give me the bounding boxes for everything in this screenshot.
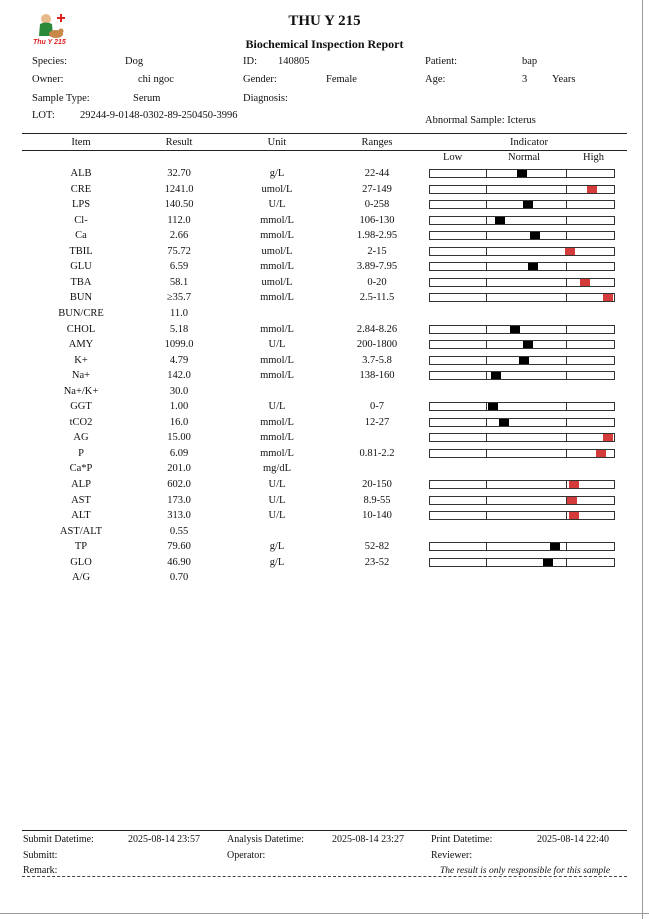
item-cell: ALP [71, 479, 91, 490]
indicator-marker-normal [510, 326, 520, 333]
table-row [0, 524, 649, 539]
indicator-bar [429, 542, 615, 551]
indicator-divider [486, 170, 487, 177]
indicator-divider [486, 232, 487, 239]
result-cell: 602.0 [167, 479, 191, 490]
table-row [0, 322, 649, 337]
indicator-marker-high [603, 294, 613, 301]
indicator-bar [429, 247, 615, 256]
item-cell: K+ [74, 354, 88, 366]
result-cell: 15.00 [167, 432, 191, 444]
range-cell: 10-140 [362, 510, 392, 522]
item-cell: CHOL [66, 323, 96, 335]
indicator-marker-normal [488, 403, 498, 410]
range-cell: 106-130 [359, 214, 395, 226]
indicator-bar [429, 293, 615, 302]
indicator-bar [429, 356, 615, 365]
range-cell: 200-1800 [356, 339, 398, 351]
indicator-divider [566, 434, 567, 441]
submit-datetime: 2025-08-14 23:57 [128, 834, 200, 845]
result-cell: 5.18 [169, 323, 189, 335]
indicator-marker-normal [530, 232, 540, 239]
page-bottom-edge [0, 913, 649, 914]
item-cell: AST/ALT [59, 525, 103, 537]
patient-label: Patient: [425, 56, 458, 67]
unit-cell: U/L [268, 510, 286, 522]
indicator-marker-high [567, 497, 577, 504]
result-cell: 201.0 [167, 463, 191, 475]
indicator-marker-high [569, 512, 579, 519]
indicator-marker-normal [550, 543, 560, 550]
indicator-bar [429, 371, 615, 380]
indicator-divider [566, 232, 567, 239]
indicator-bar [429, 200, 615, 209]
indicator-divider [566, 372, 567, 379]
table-row [0, 306, 649, 321]
table-row [0, 446, 649, 461]
id-value: 140805 [278, 56, 310, 67]
indicator-divider [566, 326, 567, 333]
unit-cell: U/L [268, 339, 286, 351]
age-value: 3 [522, 74, 528, 85]
result-cell: 75.72 [167, 245, 191, 257]
indicator-bar [429, 185, 615, 194]
result-cell: 16.0 [169, 416, 189, 428]
unit-cell: U/L [268, 494, 286, 506]
table-row [0, 337, 649, 352]
range-cell: 3.7-5.8 [362, 354, 392, 366]
item-cell: TP [74, 541, 88, 553]
result-cell: 30.0 [169, 385, 189, 397]
patient-value: bap [522, 56, 538, 67]
indicator-divider [486, 434, 487, 441]
unit-cell: umol/L [261, 183, 293, 195]
table-row [0, 182, 649, 197]
indicator-divider [566, 481, 567, 488]
indicator-divider [566, 294, 567, 301]
indicator-divider [566, 419, 567, 426]
range-cell: 2.5-11.5 [359, 292, 395, 304]
item-cell: ALB [70, 168, 92, 179]
age-label: Age: [425, 74, 446, 85]
indicator-marker-high [596, 450, 606, 457]
indicator-bar [429, 402, 615, 411]
item-cell: P [78, 447, 84, 459]
range-cell: 0-7 [370, 401, 384, 413]
responsibility-note: The result is only responsible for this sample [440, 866, 611, 876]
indicator-marker-normal [543, 559, 553, 566]
table-row [0, 539, 649, 554]
unit-cell: g/L [269, 168, 285, 179]
sample-type-label: Sample Type: [32, 93, 90, 104]
result-cell: 112.0 [167, 214, 191, 226]
logo-text: Thu Y 215 [33, 39, 66, 46]
indicator-divider [566, 279, 567, 286]
indicator-divider [566, 543, 567, 550]
indicator-divider [486, 217, 487, 224]
unit-cell: mmol/L [260, 292, 294, 304]
range-cell: 1.98-2.95 [356, 230, 398, 242]
indicator-high: High [583, 152, 604, 163]
unit-cell: U/L [268, 401, 286, 413]
unit-cell: mmol/L [260, 261, 294, 273]
range-cell: 52-82 [364, 541, 390, 553]
col-result: Result [165, 137, 193, 148]
indicator-divider [566, 263, 567, 270]
unit-cell: mmol/L [260, 323, 294, 335]
range-cell: 23-52 [364, 556, 390, 568]
indicator-marker-normal [499, 419, 509, 426]
footer-rule [22, 830, 627, 831]
result-cell: 6.09 [169, 447, 189, 459]
indicator-bar [429, 169, 615, 178]
unit-cell: mmol/L [260, 214, 294, 226]
indicator-divider [486, 186, 487, 193]
item-cell: TBA [70, 276, 92, 288]
range-cell: 3.89-7.95 [356, 261, 398, 273]
age-unit: Years [552, 74, 576, 85]
range-cell: 22-44 [364, 168, 390, 179]
indicator-bar [429, 216, 615, 225]
indicator-bar [429, 480, 615, 489]
unit-cell: U/L [268, 199, 286, 211]
indicator-divider [566, 186, 567, 193]
indicator-divider [486, 450, 487, 457]
result-cell: 79.60 [167, 541, 191, 553]
table-row [0, 493, 649, 508]
id-label: ID: [243, 56, 257, 67]
result-cell: ≥35.7 [166, 292, 192, 304]
indicator-bar [429, 418, 615, 427]
table-row [0, 259, 649, 274]
range-cell: 20-150 [362, 479, 392, 490]
reviewer-label: Reviewer: [431, 850, 473, 861]
table-row [0, 244, 649, 259]
owner-label: Owner: [32, 74, 64, 85]
indicator-marker-normal [523, 341, 533, 348]
item-cell: AG [73, 432, 89, 444]
indicator-marker-normal [523, 201, 533, 208]
indicator-bar [429, 433, 615, 442]
indicator-bar [429, 449, 615, 458]
indicator-divider [486, 357, 487, 364]
indicator-divider [486, 294, 487, 301]
unit-cell: umol/L [261, 245, 293, 257]
col-unit: Unit [267, 137, 287, 148]
indicator-bar [429, 278, 615, 287]
indicator-low: Low [443, 152, 463, 163]
analysis-datetime: 2025-08-14 23:27 [332, 834, 404, 845]
indicator-divider [486, 512, 487, 519]
indicator-divider [486, 341, 487, 348]
indicator-divider [566, 512, 567, 519]
footer-dashed-rule [22, 876, 627, 877]
range-cell: 0.81-2.2 [359, 447, 395, 459]
item-cell: Cl- [74, 214, 88, 226]
result-cell: 2.66 [169, 230, 189, 242]
item-cell: ALT [71, 510, 91, 522]
indicator-divider [486, 543, 487, 550]
lot-value: 29244-9-0148-0302-89-250450-3996 [80, 110, 238, 121]
unit-cell: g/L [269, 541, 285, 553]
indicator-divider [566, 559, 567, 566]
indicator-marker-high [569, 481, 579, 488]
table-row [0, 461, 649, 476]
indicator-marker-normal [517, 170, 527, 177]
table-top-rule [22, 133, 627, 134]
item-cell: Na+/K+ [63, 385, 99, 397]
indicator-bar [429, 511, 615, 520]
submit-label: Submit Datetime: [23, 834, 94, 845]
table-row [0, 430, 649, 445]
indicator-marker-normal [495, 217, 505, 224]
range-cell: 2-15 [367, 245, 387, 257]
result-cell: 1.00 [169, 401, 189, 413]
table-row [0, 415, 649, 430]
item-cell: A/G [71, 572, 91, 584]
indicator-divider [486, 497, 487, 504]
abnormal-sample: Abnormal Sample: Icterus [425, 115, 536, 126]
indicator-divider [486, 481, 487, 488]
indicator-bar [429, 231, 615, 240]
item-cell: BUN [69, 292, 93, 304]
print-label: Print Datetime: [431, 834, 493, 845]
indicator-divider [486, 248, 487, 255]
table-row [0, 384, 649, 399]
indicator-divider [486, 372, 487, 379]
table-row [0, 228, 649, 243]
result-cell: 32.70 [167, 168, 191, 179]
item-cell: AMY [68, 339, 94, 351]
table-row [0, 166, 649, 181]
item-cell: CRE [70, 183, 92, 195]
table-row [0, 570, 649, 585]
indicator-marker-normal [491, 372, 501, 379]
table-row [0, 197, 649, 212]
result-cell: 173.0 [167, 494, 191, 506]
result-cell: 0.70 [169, 572, 189, 584]
item-cell: BUN/CRE [58, 307, 104, 319]
indicator-marker-high [603, 434, 613, 441]
indicator-bar [429, 340, 615, 349]
item-cell: Na+ [71, 370, 91, 382]
page-right-edge [642, 0, 643, 919]
indicator-bar [429, 496, 615, 505]
indicator-divider [486, 559, 487, 566]
result-cell: 140.50 [164, 199, 194, 211]
item-cell: GLO [70, 556, 92, 568]
item-cell: Ca*P [69, 463, 93, 475]
table-row [0, 213, 649, 228]
result-cell: 46.90 [167, 556, 191, 568]
indicator-marker-normal [528, 263, 538, 270]
sample-type-value: Serum [133, 93, 161, 104]
submitt-label: Submitt: [23, 850, 58, 861]
item-cell: LPS [71, 199, 91, 211]
unit-cell: U/L [268, 479, 286, 490]
print-datetime: 2025-08-14 22:40 [537, 834, 609, 845]
item-cell: tCO2 [69, 416, 93, 428]
result-cell: 1241.0 [164, 183, 194, 195]
item-cell: AST [71, 494, 91, 506]
indicator-marker-normal [519, 357, 529, 364]
unit-cell: mmol/L [260, 447, 294, 459]
item-cell: Ca [75, 230, 87, 242]
unit-cell: mg/dL [263, 463, 291, 475]
indicator-marker-high [580, 279, 590, 286]
result-cell: 6.59 [169, 261, 189, 273]
result-cell: 4.79 [169, 354, 189, 366]
unit-cell: g/L [269, 556, 285, 568]
diagnosis-label: Diagnosis: [243, 93, 288, 104]
indicator-divider [566, 403, 567, 410]
item-cell: TBIL [69, 245, 93, 257]
unit-cell: mmol/L [260, 354, 294, 366]
indicator-divider [486, 419, 487, 426]
species-value: Dog [125, 56, 144, 67]
indicator-divider [486, 263, 487, 270]
col-item: Item [71, 137, 91, 148]
unit-cell: mmol/L [260, 432, 294, 444]
indicator-bar [429, 558, 615, 567]
range-cell: 138-160 [359, 370, 395, 382]
analysis-label: Analysis Datetime: [227, 834, 304, 845]
gender-value: Female [326, 74, 357, 85]
table-row [0, 290, 649, 305]
operator-label: Operator: [227, 850, 266, 861]
remark-label: Remark: [23, 865, 58, 876]
indicator-divider [566, 170, 567, 177]
gender-label: Gender: [243, 74, 277, 85]
indicator-divider [566, 217, 567, 224]
indicator-normal: Normal [508, 152, 541, 163]
indicator-divider [566, 341, 567, 348]
report-subtitle: Biochemical Inspection Report [245, 37, 404, 51]
col-ranges: Ranges [361, 137, 393, 148]
result-cell: 58.1 [169, 276, 189, 288]
result-cell: 1099.0 [164, 339, 194, 351]
table-row [0, 555, 649, 570]
unit-cell: mmol/L [260, 370, 294, 382]
indicator-divider [566, 450, 567, 457]
report-title: THU Y 215 [288, 13, 361, 29]
unit-cell: umol/L [261, 276, 293, 288]
indicator-bar [429, 262, 615, 271]
table-row [0, 368, 649, 383]
range-cell: 0-20 [367, 276, 387, 288]
species-label: Species: [32, 56, 67, 67]
indicator-divider [566, 201, 567, 208]
table-row [0, 508, 649, 523]
unit-cell: mmol/L [260, 230, 294, 242]
unit-cell: mmol/L [260, 416, 294, 428]
indicator-marker-high [565, 248, 575, 255]
item-cell: GGT [70, 401, 92, 413]
lot-label: LOT: [32, 110, 55, 121]
indicator-divider [486, 326, 487, 333]
result-cell: 142.0 [167, 370, 191, 382]
result-cell: 313.0 [167, 510, 191, 522]
table-row [0, 477, 649, 492]
item-cell: GLU [70, 261, 92, 273]
range-cell: 27-149 [362, 183, 392, 195]
range-cell: 12-27 [364, 416, 390, 428]
indicator-marker-high [587, 186, 597, 193]
range-cell: 0-258 [364, 199, 390, 211]
indicator-divider [486, 201, 487, 208]
table-row [0, 353, 649, 368]
result-cell: 11.0 [170, 307, 188, 319]
range-cell: 8.9-55 [363, 494, 391, 506]
indicator-divider [486, 279, 487, 286]
table-header-rule [22, 150, 627, 151]
indicator-divider [566, 357, 567, 364]
col-indicator: Indicator [510, 137, 548, 148]
result-cell: 0.55 [169, 525, 189, 537]
indicator-bar [429, 325, 615, 334]
owner-value: chi ngoc [138, 74, 174, 85]
table-row [0, 399, 649, 414]
table-row [0, 275, 649, 290]
range-cell: 2.84-8.26 [356, 323, 398, 335]
